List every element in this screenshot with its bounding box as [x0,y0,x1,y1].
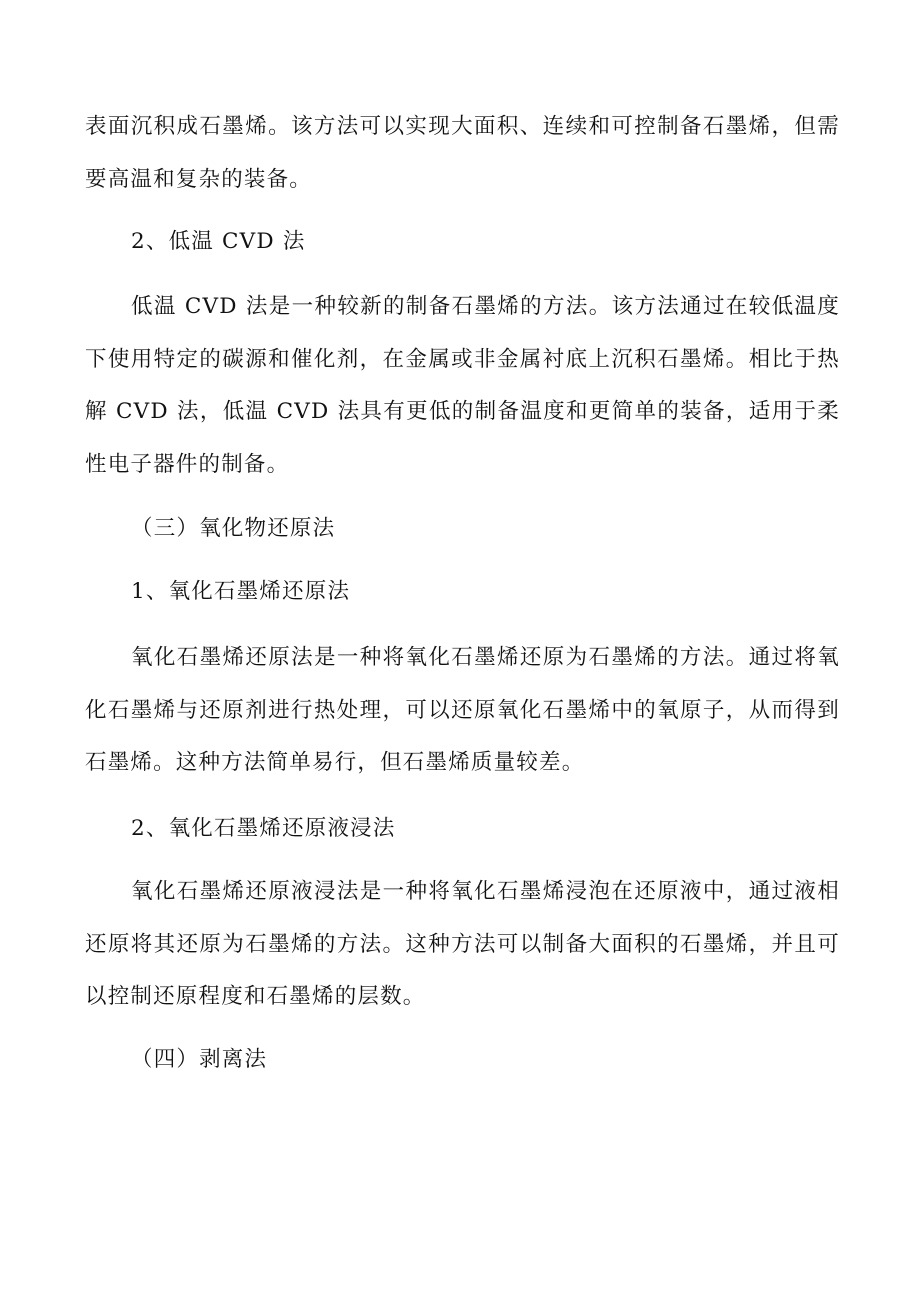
heading-go-reduction: 1、氧化石墨烯还原法 [131,579,351,604]
heading-oxide-reduction: （三）氧化物还原法 [131,516,336,541]
paragraph-thermal-cvd-continuation: 表面沉积成石墨烯。该方法可以实现大面积、连续和可控制备石墨烯，但需要高温和复杂的装备。 [85,114,840,192]
heading-exfoliation: （四）剥离法 [131,1047,268,1072]
heading-low-temp-cvd: 2、低温 CVD 法 [131,229,306,254]
heading-go-liquid-immersion: 2、氧化石墨烯还原液浸法 [131,816,396,841]
paragraph-low-temp-cvd: 低温 CVD 法是一种较新的制备石墨烯的方法。该方法通过在较低温度下使用特定的碳源和催化剂，在金属或非金属衬底上沉积石墨烯。相比于热解 CVD 法，低温 CVD 法具有更低的制备温度和更简单的装备，适用于柔性电子器件的制备。 [85,294,840,477]
paragraph-go-reduction: 氧化石墨烯还原法是一种将氧化石墨烯还原为石墨烯的方法。通过将氧化石墨烯与还原剂进行热处理，可以还原氧化石墨烯中的氧原子，从而得到石墨烯。这种方法简单易行，但石墨烯质量较差。 [85,645,840,775]
paragraph-go-liquid-immersion: 氧化石墨烯还原液浸法是一种将氧化石墨烯浸泡在还原液中，通过液相还原将其还原为石墨烯的方法。这种方法可以制备大面积的石墨烯，并且可以控制还原程度和石墨烯的层数。 [85,879,840,1009]
